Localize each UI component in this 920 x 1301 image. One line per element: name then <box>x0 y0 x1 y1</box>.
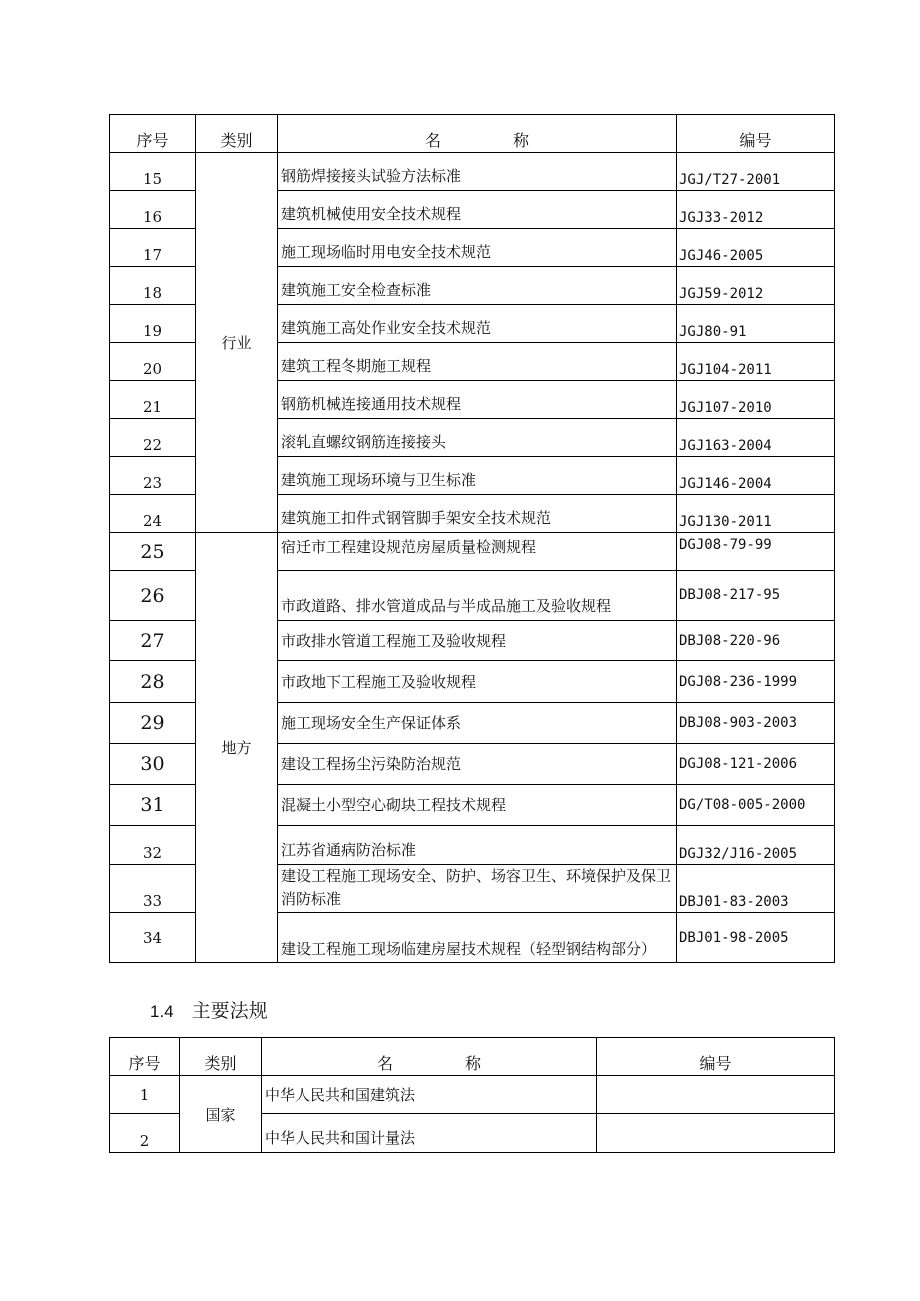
row-name: 施工现场安全生产保证体系 <box>278 703 677 744</box>
row-seq: 15 <box>110 153 196 191</box>
row-code: JGJ33-2012 <box>677 191 835 229</box>
row-code: DGJ08-121-2006 <box>677 744 835 785</box>
row-seq: 2 <box>110 1114 180 1153</box>
row-seq: 30 <box>110 744 196 785</box>
row-code: JGJ59-2012 <box>677 267 835 305</box>
row-code: DGJ08-236-1999 <box>677 661 835 703</box>
regulations-table <box>109 1037 835 1153</box>
header-seq: 序号 <box>110 115 196 153</box>
header-name: 名 称 <box>278 115 677 153</box>
row-code: DGJ32/J16-2005 <box>677 826 835 865</box>
row-name: 市政排水管道工程施工及验收规程 <box>278 621 677 661</box>
row-name: 中华人民共和国计量法 <box>262 1114 597 1153</box>
row-seq: 17 <box>110 229 196 267</box>
standards-table <box>109 114 835 963</box>
row-seq: 31 <box>110 785 196 826</box>
row-seq: 16 <box>110 191 196 229</box>
row-name: 建筑施工扣件式钢管脚手架安全技术规范 <box>278 495 677 533</box>
section-number: 1.4 <box>150 1002 174 1021</box>
row-name: 钢筋机械连接通用技术规程 <box>278 381 677 419</box>
row-code: DBJ01-83-2003 <box>677 865 835 913</box>
row-name: 建筑机械使用安全技术规程 <box>278 191 677 229</box>
category-industry: 行业 <box>196 153 278 533</box>
row-code: JGJ146-2004 <box>677 457 835 495</box>
table-row <box>110 153 835 191</box>
section-title: 主要法规 <box>191 1001 268 1022</box>
row-code: JGJ80-91 <box>677 305 835 343</box>
row-code: DBJ08-217-95 <box>677 571 835 621</box>
row-seq: 18 <box>110 267 196 305</box>
row-seq: 34 <box>110 913 196 963</box>
row-seq: 32 <box>110 826 196 865</box>
row-code: JGJ/T27-2001 <box>677 153 835 191</box>
header-seq: 序号 <box>110 1038 180 1076</box>
row-name: 钢筋焊接接头试验方法标准 <box>278 153 677 191</box>
row-code: JGJ46-2005 <box>677 229 835 267</box>
row-name: 建筑施工高处作业安全技术规范 <box>278 305 677 343</box>
row-seq: 22 <box>110 419 196 457</box>
row-name: 中华人民共和国建筑法 <box>262 1076 597 1114</box>
row-code: JGJ163-2004 <box>677 419 835 457</box>
row-name: 建筑工程冬期施工规程 <box>278 343 677 381</box>
row-seq: 25 <box>110 533 196 571</box>
header-name: 名 称 <box>262 1038 597 1076</box>
category-local: 地方 <box>196 533 278 963</box>
row-seq: 29 <box>110 703 196 744</box>
row-name: 建设工程施工现场安全、防护、场容卫生、环境保护及保卫消防标准 <box>278 865 677 913</box>
row-code: DGJ08-79-99 <box>677 533 835 571</box>
row-name: 建筑施工安全检查标准 <box>278 267 677 305</box>
row-name: 市政道路、排水管道成品与半成品施工及验收规程 <box>278 571 677 621</box>
row-seq: 28 <box>110 661 196 703</box>
section-heading <box>150 996 268 1023</box>
row-name: 施工现场临时用电安全技术规范 <box>278 229 677 267</box>
row-seq: 20 <box>110 343 196 381</box>
row-name: 江苏省通病防治标准 <box>278 826 677 865</box>
row-code: JGJ107-2010 <box>677 381 835 419</box>
row-code: DBJ08-220-96 <box>677 621 835 661</box>
table-header <box>110 115 835 153</box>
table-row <box>110 533 835 571</box>
header-code: 编号 <box>597 1038 835 1076</box>
header-category: 类别 <box>180 1038 262 1076</box>
header-category: 类别 <box>196 115 278 153</box>
row-code: JGJ130-2011 <box>677 495 835 533</box>
row-seq: 21 <box>110 381 196 419</box>
row-code: DG/T08-005-2000 <box>677 785 835 826</box>
row-code: DBJ08-903-2003 <box>677 703 835 744</box>
row-seq: 1 <box>110 1076 180 1114</box>
row-name: 建筑施工现场环境与卫生标准 <box>278 457 677 495</box>
row-name: 市政地下工程施工及验收规程 <box>278 661 677 703</box>
row-name: 建设工程扬尘污染防治规范 <box>278 744 677 785</box>
row-seq: 24 <box>110 495 196 533</box>
table-row <box>110 1076 835 1114</box>
row-seq: 27 <box>110 621 196 661</box>
row-name: 滚轧直螺纹钢筋连接接头 <box>278 419 677 457</box>
row-seq: 19 <box>110 305 196 343</box>
row-code <box>597 1114 835 1153</box>
row-code: DBJ01-98-2005 <box>677 913 835 963</box>
row-seq: 23 <box>110 457 196 495</box>
row-name: 建设工程施工现场临建房屋技术规程（轻型钢结构部分） <box>278 913 677 963</box>
category-national: 国家 <box>180 1076 262 1153</box>
row-name: 宿迁市工程建设规范房屋质量检测规程 <box>278 533 677 571</box>
row-name: 混凝土小型空心砌块工程技术规程 <box>278 785 677 826</box>
row-code <box>597 1076 835 1114</box>
table-header <box>110 1038 835 1076</box>
row-seq: 33 <box>110 865 196 913</box>
row-code: JGJ104-2011 <box>677 343 835 381</box>
row-seq: 26 <box>110 571 196 621</box>
header-code: 编号 <box>677 115 835 153</box>
